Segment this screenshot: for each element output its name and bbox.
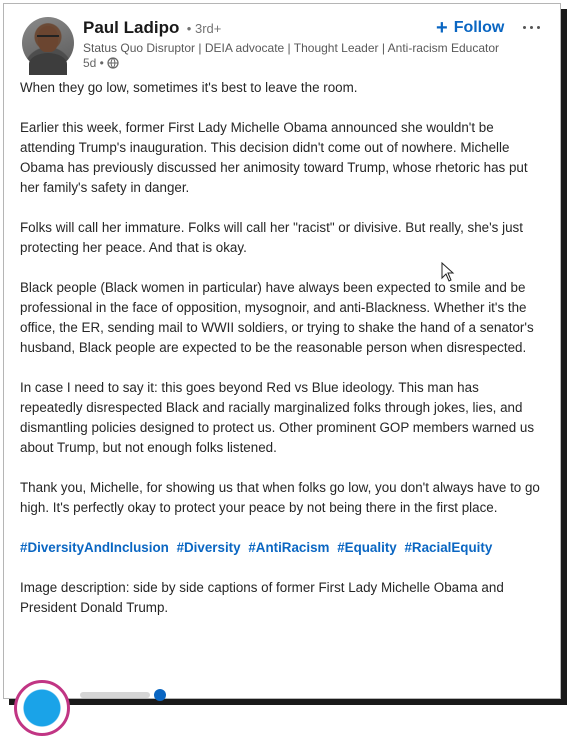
hashtag-link[interactable]: #RacialEquity <box>404 540 493 555</box>
post-time: 5d • <box>83 56 104 70</box>
post-meta <box>83 56 119 70</box>
hashtag-link[interactable]: #AntiRacism <box>248 540 330 555</box>
post-paragraph: Folks will call her immature. Folks will call her "racist" or divisive. But really, she's just protecting her peace. And that is okay. <box>20 220 523 255</box>
globe-icon <box>107 57 119 69</box>
ellipsis-icon <box>523 26 526 29</box>
ellipsis-icon <box>537 26 540 29</box>
next-post-preview[interactable] <box>14 680 74 710</box>
post-card <box>3 3 561 699</box>
hashtag-link[interactable]: #Diversity <box>176 540 241 555</box>
post-paragraph: Thank you, Michelle, for showing us that when folks go low, you don't always have to go high. It's perfectly okay to protect your peace by not being there in the first place. <box>20 480 540 515</box>
verified-badge-icon <box>154 689 166 701</box>
author-avatar[interactable] <box>22 17 74 69</box>
next-post-avatar[interactable] <box>14 680 70 736</box>
next-post-name-placeholder <box>80 692 150 698</box>
follow-label: Follow <box>453 19 505 36</box>
author-name-line <box>83 18 221 38</box>
author-name[interactable]: Paul Ladipo <box>83 18 180 37</box>
author-headline: Status Quo Disruptor | DEIA advocate | Thought Leader | Anti-racism Educator <box>83 41 500 55</box>
post-header <box>4 4 560 76</box>
post-paragraph: Black people (Black women in particular) have always been expected to smile and be professional in the face of opposition, mysognoir, and anti-Blackness. Whether it's the office, the ER, sending mail to WWII soldiers, or trying to shake the hand of a senator's husband, Black people are expected to be the reasonable person when disrespected. <box>20 280 534 355</box>
hashtag-line <box>20 538 545 558</box>
plus-icon: + <box>436 17 448 39</box>
hashtag-link[interactable]: #DiversityAndInclusion <box>20 540 169 555</box>
image-description: Image description: side by side captions of former First Lady Michelle Obama and President Donald Trump. <box>20 580 504 615</box>
ellipsis-icon <box>530 26 533 29</box>
avatar-glasses <box>37 35 59 41</box>
post-paragraph: When they go low, sometimes it's best to leave the room. <box>20 80 358 95</box>
connection-degree: • 3rd+ <box>186 21 222 36</box>
mouse-cursor-icon <box>441 262 455 282</box>
hashtag-link[interactable]: #Equality <box>337 540 397 555</box>
post-paragraph: Earlier this week, former First Lady Michelle Obama announced she wouldn't be attending Trump's inauguration. This decision didn't come out of nowhere. Michelle Obama has previously discussed her animosity toward Trump, whose rhetoric has put her family's safety in danger. <box>20 120 528 195</box>
more-options-button[interactable] <box>520 18 544 36</box>
avatar-shirt <box>29 53 67 75</box>
post-text <box>20 78 545 638</box>
follow-button[interactable] <box>436 17 504 39</box>
post-paragraph: In case I need to say it: this goes beyond Red vs Blue ideology. This man has repeatedly disrespected Black and racially marginalized folks through jokes, lies, and dismantling policies designed to protect us. Other prominent GOP members warned us about Trump, but not enough folks listened. <box>20 380 535 455</box>
